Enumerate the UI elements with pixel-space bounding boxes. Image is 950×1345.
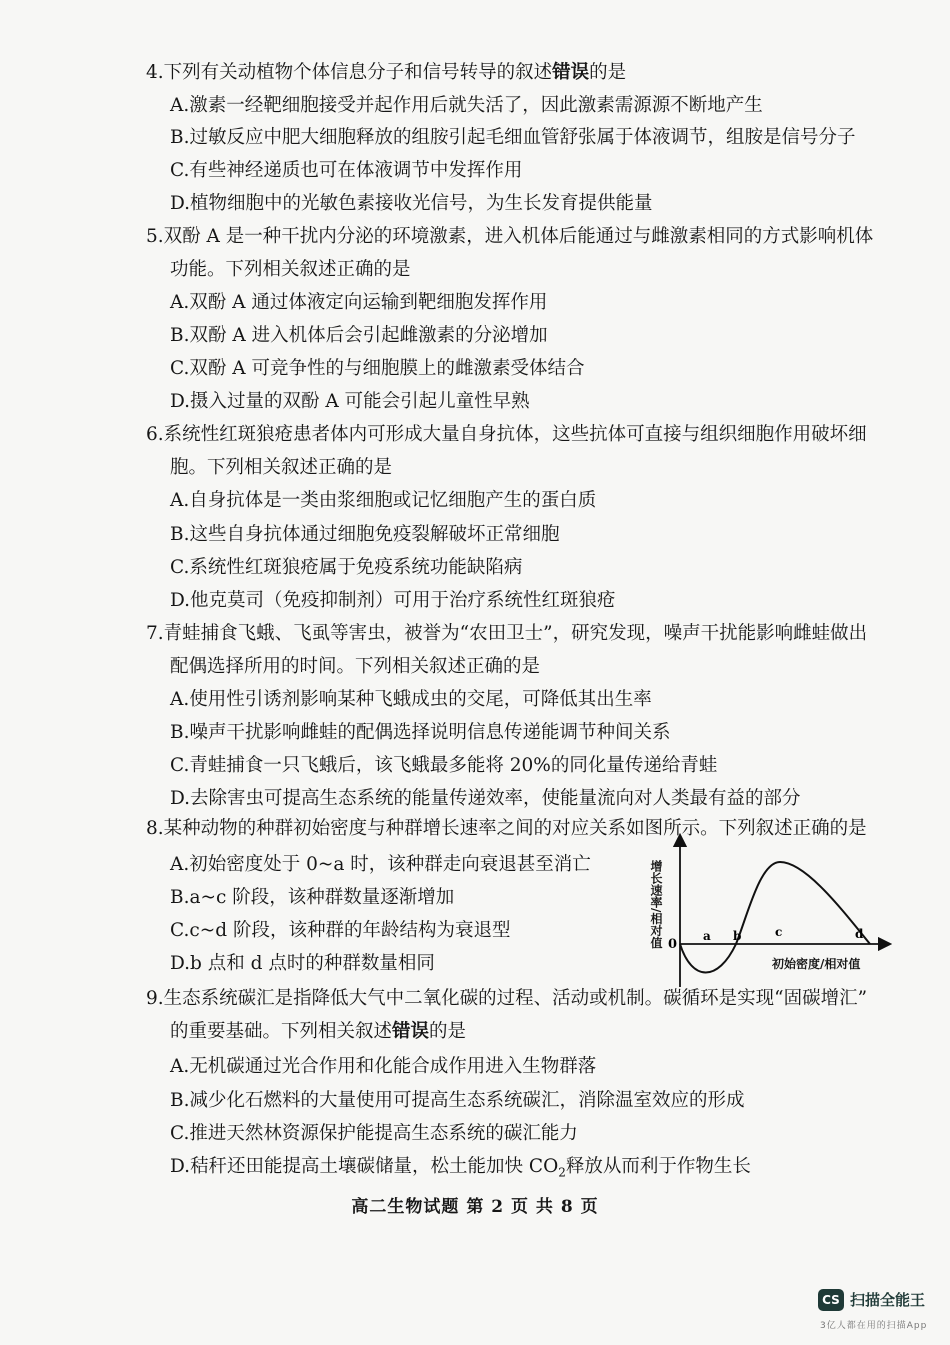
q9-stem-line2: [170, 1020, 466, 1044]
q6-option-c: C.系统性红斑狼疮属于免疫系统功能缺陷病: [170, 557, 523, 578]
q5-stem-line1: 5.双酚 A 是一种干扰内分泌的环境激素，进入机体后能通过与雌激素相同的方式影响机体: [146, 226, 874, 247]
q7-option-a: A.使用性引诱剂影响某种飞蛾成虫的交尾，可降低其出生率: [170, 689, 652, 710]
q6-stem-line1: 6.系统性红斑狼疮患者体内可形成大量自身抗体，这些抗体可直接与组织细胞作用破坏细: [146, 424, 867, 445]
point-b-label: b: [733, 929, 742, 943]
q9-stem-line1: 9.生态系统碳汇是指降低大气中二氧化碳的过程、活动或机制。碳循环是实现“固碳增汇”: [146, 988, 868, 1009]
q4-option-d: D.植物细胞中的光敏色素接收光信号，为生长发育提供能量: [170, 193, 653, 214]
q9-stem-emphasis: 错误: [392, 1021, 430, 1042]
q9-option-d-a: D.秸秆还田能提高土壤碳储量，松土能加快 CO: [170, 1156, 559, 1177]
point-a-label: a: [703, 929, 711, 943]
q6-stem-line2: 胞。下列相关叙述正确的是: [170, 457, 393, 478]
q8-option-b: B.a~c 阶段，该种群数量逐渐增加: [170, 887, 455, 908]
q7-stem-line2: 配偶选择所用的时间。下列相关叙述正确的是: [170, 656, 541, 677]
q7-stem-line1: 7.青蛙捕食飞蛾、飞虱等害虫，被誉为“农田卫士”，研究发现，噪声干扰能影响雌蛙做出: [146, 623, 868, 644]
q6-option-d: D.他克莫司（免疫抑制剂）可用于治疗系统性红斑狼疮: [170, 590, 616, 611]
q4-stem-b: 的是: [589, 62, 627, 83]
q4-stem: [146, 61, 626, 85]
q8-graph-xlabel: 初始密度/相对值: [772, 957, 861, 971]
q6-option-b: B.这些自身抗体通过细胞免疫裂解破坏正常细胞: [170, 524, 560, 545]
q5-option-a: A.双酚 A 通过体液定向运输到靶细胞发挥作用: [170, 292, 548, 313]
q4-option-c: C.有些神经递质也可在体液调节中发挥作用: [170, 160, 523, 181]
q9-stem2-b: 的是: [429, 1021, 467, 1042]
q4-option-a: A.激素一经靶细胞接受并起作用后就失活了，因此激素需源源不断地产生: [170, 95, 763, 116]
q5-option-c: C.双酚 A 可竞争性的与细胞膜上的雌激素受体结合: [170, 358, 585, 379]
q4-stem-emphasis: 错误: [552, 62, 590, 83]
q7-option-d: D.去除害虫可提高生态系统的能量传递效率，使能量流向对人类最有益的部分: [170, 788, 801, 809]
camscanner-tagline: 3亿人都在用的扫描App: [820, 1321, 928, 1331]
q8-option-a: A.初始密度处于 0~a 时，该种群走向衰退甚至消亡: [170, 854, 591, 875]
q6-option-a: A.自身抗体是一类由浆细胞或记忆细胞产生的蛋白质: [170, 490, 597, 511]
q7-option-c: C.青蛙捕食一只飞蛾后，该飞蛾最多能将 20%的同化量传递给青蛙: [170, 755, 718, 776]
q5-stem-line2: 功能。下列相关叙述正确的是: [170, 259, 411, 280]
q9-option-d-sub: 2: [558, 1165, 566, 1180]
point-c-label: c: [775, 925, 783, 939]
q8-option-d: D.b 点和 d 点时的种群数量相同: [170, 953, 435, 974]
point-d-label: d: [855, 927, 864, 941]
q4-option-b: B.过敏反应中肥大细胞释放的组胺引起毛细血管舒张属于体液调节，组胺是信号分子: [170, 127, 856, 148]
page-footer: 高二生物试题 第 2 页 共 8 页: [351, 1197, 599, 1217]
origin-label: 0: [668, 937, 678, 952]
camscanner-name: 扫描全能王: [850, 1291, 926, 1309]
q8-option-c: C.c~d 阶段，该种群的年龄结构为衰退型: [170, 920, 511, 941]
q9-option-a: A.无机碳通过光合作用和化能合成作用进入生物群落: [170, 1056, 597, 1077]
q9-option-d: [170, 1155, 751, 1185]
q5-option-b: B.双酚 A 进入机体后会引起雌激素的分泌增加: [170, 325, 548, 346]
q9-stem2-a: 的重要基础。下列相关叙述: [170, 1021, 393, 1042]
q4-stem-a: 4.下列有关动植物个体信息分子和信号转导的叙述: [146, 62, 553, 83]
q7-option-b: B.噪声干扰影响雌蛙的配偶选择说明信息传递能调节种间关系: [170, 722, 671, 743]
q9-option-c: C.推进天然林资源保护能提高生态系统的碳汇能力: [170, 1123, 578, 1144]
q9-option-b: B.减少化石燃料的大量使用可提高生态系统碳汇，消除温室效应的形成: [170, 1090, 745, 1111]
q8-stem: 8.某种动物的种群初始密度与种群增长速率之间的对应关系如图所示。下列叙述正确的是: [146, 818, 867, 839]
q8-graph-ylabel: 增长速率/相对值: [649, 860, 663, 949]
q9-option-d-b: 释放从而利于作物生长: [565, 1156, 751, 1177]
q5-option-d: D.摄入过量的双酚 A 可能会引起儿童性早熟: [170, 391, 530, 412]
camscanner-logo: CS: [818, 1289, 844, 1311]
